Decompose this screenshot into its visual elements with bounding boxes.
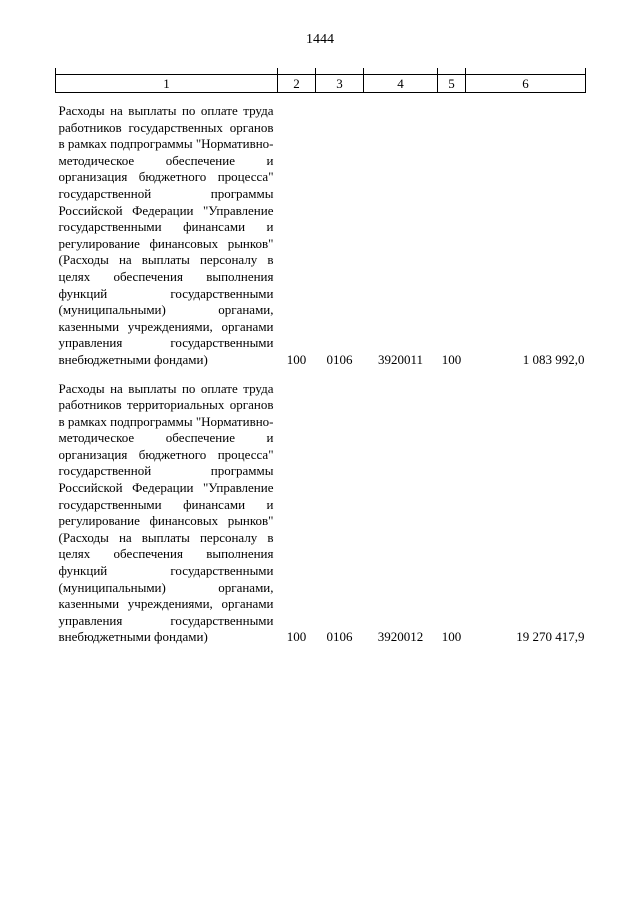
expense-code-col2: 100 — [286, 351, 307, 367]
expense-code-col4: 3920012 — [377, 629, 424, 645]
page-number: 1444 — [306, 32, 334, 47]
column-header-3: 3 — [316, 75, 364, 93]
expense-name: Расходы на выплаты по оплате труда работников государственных органов в рамках подпрограммы "Нормативно-методическое обеспечение и организация бюджетного процесса" государственной программы Российской Федерации "Управление государственными финансами и регулирование финансовых рынков" (Расходы на выплаты персоналу в целях обеспечения выполнения функций государственными (муниципальными) органами, казенными учреждениями, органами управления государственными внебюджетными фондами) — [58, 103, 274, 367]
expense-code-col4: 3920011 — [377, 351, 424, 367]
expense-code-col5: 100 — [441, 351, 462, 367]
expense-amount: 1 083 992,0 — [522, 351, 585, 367]
expense-code-col5: 100 — [441, 629, 462, 645]
expense-amount: 19 270 417,9 — [516, 629, 585, 645]
expense-code-col2: 100 — [286, 629, 307, 645]
expense-name: Расходы на выплаты по оплате труда работников территориальных органов в рамках подпрограммы "Нормативно-методическое обеспечение и организация бюджетного процесса" государственной программы Российской Федерации "Управление государственными финансами и регулирование финансовых рынков" (Расходы на выплаты персоналу в целях обеспечения выполнения функций государственными (муниципальными) органами, казенными учреждениями, органами управления государственными внебюджетными фондами) — [58, 380, 274, 645]
table-header-row — [56, 75, 586, 93]
column-header-2: 2 — [278, 75, 316, 93]
table-row — [56, 371, 586, 649]
column-header-6: 6 — [466, 75, 586, 93]
column-header-5: 5 — [438, 75, 466, 93]
column-header-1: 1 — [56, 75, 278, 93]
table-row — [56, 93, 586, 371]
column-header-4: 4 — [364, 75, 438, 93]
budget-table — [55, 68, 586, 648]
expense-code-col3: 0106 — [326, 629, 353, 645]
expense-code-col3: 0106 — [326, 351, 353, 367]
